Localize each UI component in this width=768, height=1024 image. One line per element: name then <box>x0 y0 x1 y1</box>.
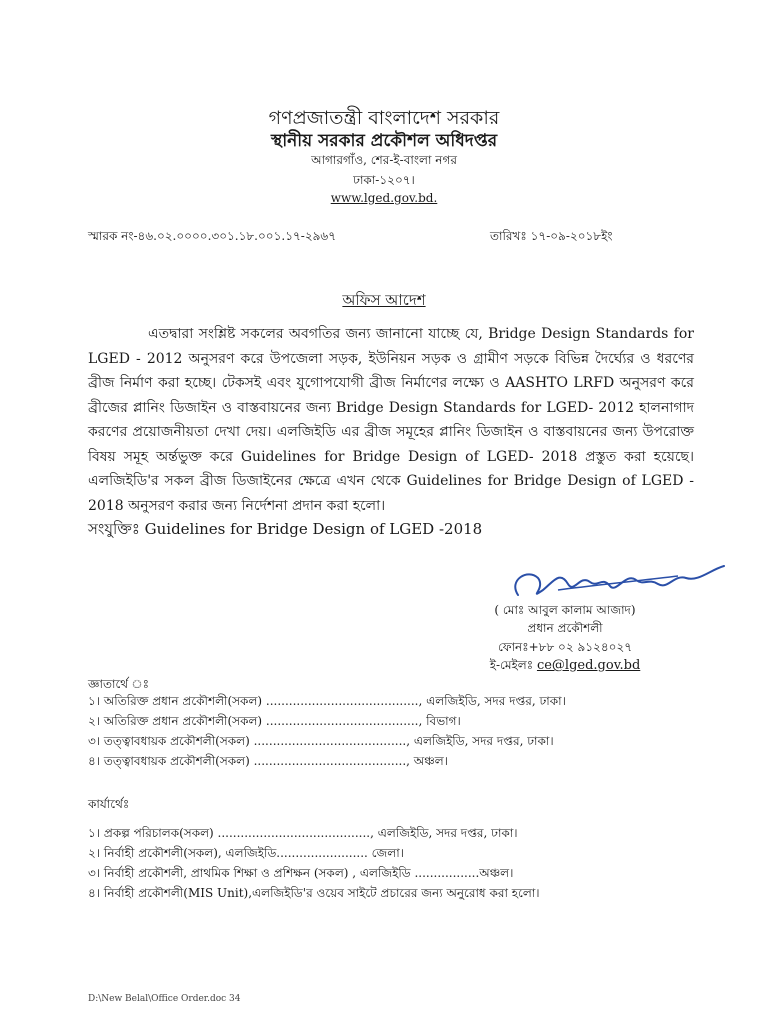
email-label: ই-মেইলঃ <box>489 658 537 672</box>
body-paragraph: এতদ্বারা সংশ্লিষ্ট সকলের অবগতির জন্য জানানো যাচ্ছে যে, Bridge Design Standards for LGED - 2012 অনুসরণ করে উপজেলা সড়ক, ইউনিয়ন সড়ক ও গ্রামীণ সড়কে বিভিন্ন দৈর্ঘ্যের ও ধরণের ব্রীজ নির্মাণ করা হচ্ছে। টেকসই এবং যুগোপযোগী ব্রীজ নির্মাণের লক্ষ্যে ও AASHTO LRFD অনুসরণ করে ব্রীজের প্লানিং ডিজাইন ও বাস্তবায়নের জন্য Bridge Design Standards for LGED- 2012 হালনাগাদ করণের প্রয়োজনীয়তা দেখা দেয়। এলজিইডি এর ব্রীজ সমূহের প্লানিং ডিজাইন ও বাস্তবায়নের জন্য উপরোক্ত বিষয় সমূহ অর্ন্তভুক্ত করে Guidelines for Bridge Design of LGED- 2018 প্রস্তুত করা হয়েছে। এলজিইডি'র সকল ব্রীজ ডিজাইনের ক্ষেত্রে এখন থেকে Guidelines for Bridge Design of LGED - 2018 অনুসরণ করার জন্য নির্দেশনা প্রদান করা হলো। <box>88 326 694 514</box>
list-item: ৩। তত্ত্বাবধায়ক প্রকৌশলী(সকল) ........................................, এলজিইডি, সদর দপ্তর, ঢাকা। <box>88 734 554 748</box>
info-list <box>88 693 566 773</box>
memo-reference: স্মারক নং-৪৬.০২.০০০০.৩০১.১৮.০০১.১৭-২৯৬৭ <box>88 229 337 243</box>
address-line-1: আগারগাঁও, শের-ই-বাংলা নগর <box>311 153 457 167</box>
signatory-email-line <box>450 657 680 677</box>
email-link[interactable]: ce@lged.gov.bd <box>536 658 641 673</box>
address-line-2: ঢাকা-১২০৭। <box>353 173 415 187</box>
list-item: ৩। নির্বাহী প্রকৌশলী, প্রাথমিক শিক্ষা ও প্রশিক্ষন (সকল) , এলজিইডি .................অঞ্চল। <box>88 866 514 880</box>
file-path-footer: D:\New Belal\Office Order.doc 34 <box>88 994 241 1004</box>
list-item: ৪। তত্ত্বাবধায়ক প্রকৌশলী(সকল) ........................................, অঞ্চল। <box>88 754 448 768</box>
signatory-name: ( মোঃ আবুল কালাম আজাদ) <box>494 603 636 617</box>
website-link[interactable]: www.lged.gov.bd. <box>330 191 438 205</box>
govt-title: গণপ্রজাতন্ত্রী বাংলাদেশ সরকার <box>268 107 500 129</box>
order-body <box>88 322 694 518</box>
info-section-title: জ্ঞাতার্থে ঃ <box>88 677 149 691</box>
memo-date: তারিখঃ ১৭-০৯-২০১৮ইং <box>490 229 613 243</box>
list-item: ৪। নির্বাহী প্রকৌশলী(MIS Unit),এলজিইডি'র ওয়েব সাইটে প্রচারের জন্য অনুরোধ করা হলো। <box>88 886 540 900</box>
list-item: ২। অতিরিক্ত প্রধান প্রকৌশলী(সকল) ........................................, বিভাগ। <box>88 714 461 728</box>
action-list <box>88 825 540 905</box>
signatory-designation: প্রধান প্রকৌশলী <box>527 621 603 635</box>
list-item: ২। নির্বাহী প্রকৌশলী(সকল), এলজিইডি........................ জেলা। <box>88 846 404 860</box>
office-order-heading: অফিস আদেশ <box>342 291 426 309</box>
list-item: ১। প্রকল্প পরিচালক(সকল) ........................................, এলজিইডি, সদর দপ্তর, ঢাকা। <box>88 826 518 840</box>
signatory-phone: ফোনঃ+৮৮ ০২ ৯১২৪০২৭ <box>497 640 633 654</box>
attachment-line: সংযুক্তিঃ Guidelines for Bridge Design of LGED -2018 <box>88 520 483 538</box>
list-item: ১। অতিরিক্ত প্রধান প্রকৌশলী(সকল) ........................................, এলজিইডি, সদর দপ্তর, ঢাকা। <box>88 694 566 708</box>
action-section-title: কার্যার্থেঃ <box>88 797 130 811</box>
department-title: স্থানীয় সরকার প্রকৌশল অধিদপ্তর <box>270 131 498 151</box>
